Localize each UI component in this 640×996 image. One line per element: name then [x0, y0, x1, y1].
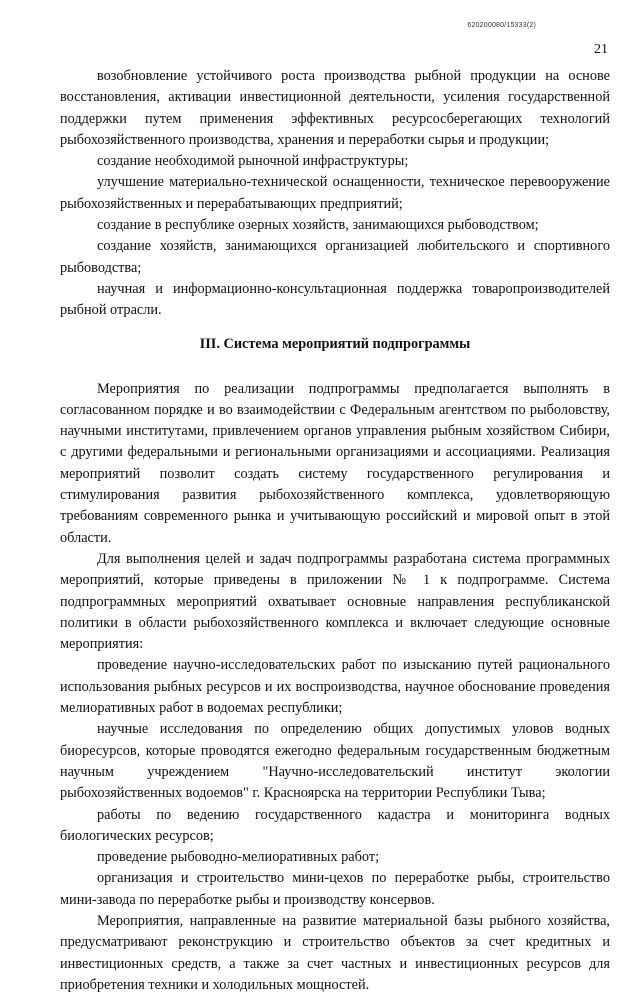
section-paragraph: Для выполнения целей и задач подпрограммы разработана система программных мероприятий, которые приведены в приложении № 1 к подпрограмме. Система подпрограммных мероприятий охватывает основные направления республиканской политики в области рыбохозяйственного комплекса и включает следующие основные мероприятия:: [60, 550, 610, 653]
section-paragraph: организация и строительство мини-цехов по переработке рыбы, строительство мини-завода по переработке рыбы и производству консервов.: [60, 870, 610, 908]
document-code: 620200080/15333(2): [467, 22, 536, 29]
section-paragraph: проведение научно-исследовательских работ по изысканию путей рационального использования рыбных ресурсов и их воспроизводства, научное обоснование проведения мелиоративных работ в водоемах республики;: [60, 657, 610, 717]
page-number: 21: [594, 42, 608, 57]
intro-item: создание хозяйств, занимающихся организацией любительского и спортивного рыбоводства;: [60, 238, 610, 276]
section-paragraph: научные исследования по определению общих допустимых уловов водных биоресурсов, которые проводятся ежегодно федеральным государственным бюджетным научным учреждением "Научно-исследовательский институт экологии рыбохозяйственных водоемов" г. Красноярска на территории Республики Тыва;: [60, 721, 610, 802]
intro-item: научная и информационно-консультационная поддержка товаропроизводителей рыбной отрасли.: [60, 280, 610, 319]
intro-item: создание в республике озерных хозяйств, занимающихся рыбоводством;: [97, 217, 539, 234]
section-paragraph: Мероприятия по реализации подпрограммы предполагается выполнять в согласованном порядке и во взаимодействии с Федеральным агентством по рыболовству, научными институтами, привлечением органов управления рыбным хозяйством Сибири, с другими федеральными и региональными организациями и ассоциациями. Реализация мероприятий позволит создать систему государственного регулирования и стимулирования развития рыбохозяйственного комплекса, удовлетворяющую требованиям современного рынка и учитывающую российский и мировой опыт в этой области.: [60, 380, 610, 546]
section-paragraph: работы по ведению государственного кадастра и мониторинга водных биологических ресурсов;: [60, 806, 610, 844]
page-body: [60, 66, 610, 996]
section-paragraph: проведение рыбоводно-мелиоративных работ;: [97, 849, 380, 866]
section-heading: III. Система мероприятий подпрограммы: [199, 335, 471, 352]
intro-item: возобновление устойчивого роста производства рыбной продукции на основе восстановления, активации инвестиционной деятельности, усиления государственной поддержки путем применения эффективных ресурсосберегающих технологий рыбохозяйственного производства, хранения и переработки сырья и продукции;: [60, 68, 610, 148]
intro-item: создание необходимой рыночной инфраструктуры;: [97, 153, 409, 170]
section-paragraph: Мероприятия, направленные на развитие материальной базы рыбного хозяйства, предусматривают реконструкцию и строительство объектов за счет кредитных и инвестиционных средств, а также за счет частных и инвестиционных ресурсов для приобретения техники и холодильных мощностей.: [60, 912, 610, 993]
intro-item: улучшение материально-технической оснащенности, техническое перевооружение рыбохозяйственных и перерабатывающих предприятий;: [60, 174, 610, 212]
